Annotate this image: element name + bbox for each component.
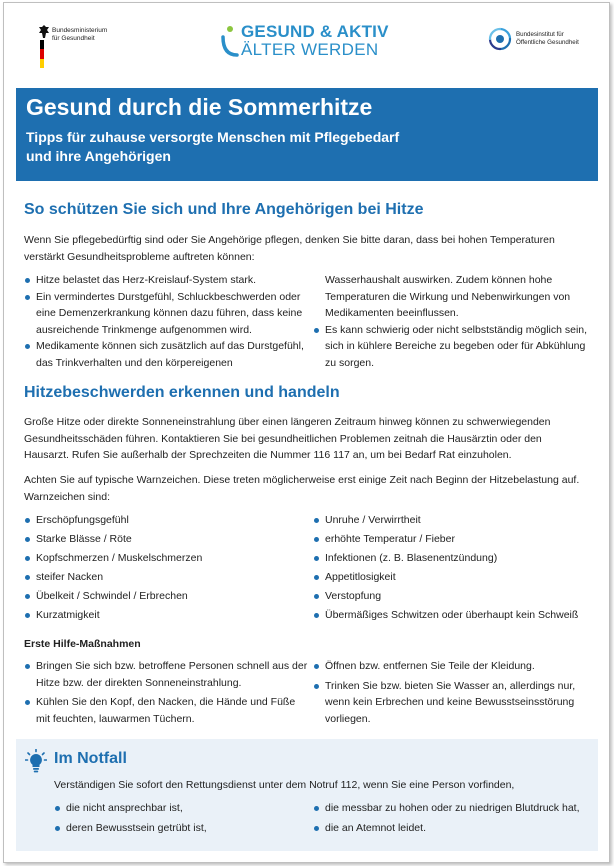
bullet-icon: [25, 295, 30, 300]
list-item: [54, 800, 314, 817]
list-item-text: Medikamente können sich zusätzlich auf das Durstgefühl, das Trinkverhalten und den körpereigenen: [36, 340, 304, 369]
list-item: [24, 272, 309, 289]
list-item-text: steifer Nacken: [36, 571, 104, 583]
list-item: [24, 588, 309, 605]
list-item: [313, 820, 595, 837]
list-item-text: Öffnen bzw. entfernen Sie Teile der Kleidung.: [325, 660, 535, 672]
ministry-line1: Bundesministerium: [52, 27, 108, 34]
symptoms-list-left: [24, 512, 309, 626]
bullet-icon: [314, 826, 319, 831]
bullet-icon: [314, 594, 319, 599]
list-item: [313, 550, 603, 567]
emergency-list-right: [313, 800, 595, 839]
bullet-icon: [25, 575, 30, 580]
protect-list-left: [24, 272, 309, 371]
page-subtitle: [26, 128, 586, 166]
bullet-icon: [314, 664, 319, 669]
bullet-icon: [25, 664, 30, 669]
list-item-text: Unruhe / Verwirrtheit: [325, 514, 421, 526]
list-item-text: Kopfschmerzen / Muskelschmerzen: [36, 552, 203, 564]
bullet-icon: [314, 537, 319, 542]
list-item-text: die an Atemnot leidet.: [325, 821, 426, 834]
list-item-text: Erschöpfungsgefühl: [36, 514, 129, 526]
german-flag-icon: [40, 40, 44, 68]
bullet-icon: [25, 344, 30, 349]
list-item: [313, 569, 603, 586]
emergency-intro: Verständigen Sie sofort den Rettungsdienst unter dem Notruf 112, wenn Sie eine Person vorfinden,: [54, 779, 515, 791]
bullet-icon: [314, 328, 319, 333]
emergency-heading: Im Notfall: [54, 750, 127, 767]
page-title: Gesund durch die Sommerhitze: [26, 94, 373, 120]
list-item: [24, 694, 309, 727]
list-item-text: Kühlen Sie den Kopf, den Nacken, die Hände und Füße mit feuchten, lauwarmen Tüchern.: [36, 696, 296, 725]
emergency-list-left: [54, 800, 314, 839]
list-item-text: Übelkeit / Schwindel / Erbrechen: [36, 590, 188, 602]
list-item-text: Kurzatmigkeit: [36, 609, 100, 621]
list-item-text: Infektionen (z. B. Blasenentzündung): [325, 552, 498, 564]
list-item: [313, 678, 598, 728]
logo-line2: ÄLTER WERDEN: [241, 40, 379, 59]
list-item-text: Es kann schwierig oder nicht selbstständig möglich sein, sich in kühlere Bereiche zu begeben oder für Abkühlung zu sorgen.: [325, 323, 588, 369]
bullet-icon: [55, 826, 60, 831]
institute-logo-icon: [487, 26, 513, 52]
list-item: [24, 569, 309, 586]
subtitle-line2: und ihre Angehörigen: [26, 148, 171, 164]
section-heading-protect: So schützen Sie sich und Ihre Angehörigen bei Hitze: [24, 201, 424, 218]
section-heading-recognize: Hitzebeschwerden erkennen und handeln: [24, 384, 340, 401]
institute-name: [516, 31, 579, 46]
list-item-text: deren Bewusstsein getrübt ist,: [66, 821, 207, 834]
list-item: [24, 338, 309, 371]
list-item: [24, 531, 309, 548]
list-item: [313, 800, 595, 817]
title-banner: [16, 88, 598, 181]
list-item-text: Verstopfung: [325, 590, 382, 602]
list-item-text: Appetitlosigkeit: [325, 571, 396, 583]
list-item-text: die nicht ansprechbar ist,: [66, 802, 183, 814]
bullet-icon: [314, 806, 319, 811]
institute-line1: Bundesinstitut für: [516, 31, 564, 38]
list-item: [24, 289, 309, 339]
subtitle-line1: Tipps für zuhause versorgte Menschen mit Pflegebedarf: [26, 129, 400, 145]
list-item: [313, 322, 598, 372]
list-item-text: Starke Blässe / Röte: [36, 533, 132, 545]
list-item: [24, 550, 309, 567]
list-item: [313, 658, 598, 675]
list-item-text: Ein vermindertes Durstgefühl, Schluckbeschwerden oder eine Demenzerkrankung können dazu führen, dass keine ausreichende Trinkmenge aufgenommen wird.: [36, 290, 303, 336]
list-item: [24, 607, 309, 624]
section-intro-protect: Wenn Sie pflegebedürftig sind oder Sie Angehörige pflegen, denken Sie bitte daran, dass bei hohen Temperaturen verstärkt Gesundheitsprobleme auftreten können:: [24, 234, 555, 263]
bullet-icon: [25, 613, 30, 618]
list-item-text: Hitze belastet das Herz-Kreislauf-System stark.: [36, 274, 256, 286]
bullet-icon: [25, 518, 30, 523]
bullet-icon: [25, 537, 30, 542]
list-item: [24, 658, 309, 691]
first-aid-list-right: [313, 658, 598, 730]
list-item: [313, 531, 603, 548]
bullet-icon: [25, 556, 30, 561]
logo-line1: GESUND & AKTIV: [241, 22, 389, 41]
bullet-icon: [314, 575, 319, 580]
bullet-icon: [25, 278, 30, 283]
list-item-text: erhöhte Temperatur / Fieber: [325, 533, 455, 545]
bullet-icon: [314, 613, 319, 618]
lightbulb-icon: [25, 749, 47, 773]
list-item: [24, 512, 309, 529]
institute-line2: Öffentliche Gesundheit: [516, 38, 579, 46]
first-aid-heading: Erste Hilfe-Maßnahmen: [24, 638, 141, 650]
list-item: [54, 820, 314, 837]
ministry-line2: für Gesundheit: [52, 35, 95, 42]
bullet-icon: [314, 518, 319, 523]
warning-intro: Achten Sie auf typische Warnzeichen. Diese treten möglicherweise erst einige Zeit nach Beginn der Hitzebelastung auf. Warnzeichen sind:: [24, 474, 580, 503]
list-item-text: die messbar zu hohen oder zu niedrigen Blutdruck hat,: [325, 802, 580, 814]
bullet-icon: [25, 700, 30, 705]
emergency-box: [16, 739, 598, 851]
list-item-text: Übermäßiges Schwitzen oder überhaupt kein Schweiß: [325, 609, 579, 621]
list-item-text: Bringen Sie sich bzw. betroffene Personen schnell aus der Hitze bzw. der direkten Sonneneinstrahlung.: [36, 660, 308, 689]
bullet-icon: [25, 594, 30, 599]
protect-list-right: [313, 272, 598, 371]
section-intro-recognize: Große Hitze oder direkte Sonneneinstrahlung über einen längeren Zeitraum hinweg können zu schwerwiegenden Gesundheitsschäden führen. Kontaktieren Sie bei gesundheitlichen Problemen zeitnah die Hausärztin oder den Hausarzt. Rufen Sie außerhalb der Sprechzeiten die Nummer 116 117 an, um bei Bedarf Rat einzuholen.: [24, 416, 551, 461]
list-item-text: Trinken Sie bzw. bieten Sie Wasser an, allerdings nur, wenn kein Erbrechen und keine Bewusstseinsstörung vorliegen.: [325, 679, 576, 725]
list-item: [313, 607, 603, 624]
list-item: [313, 588, 603, 605]
symptoms-list-right: [313, 512, 603, 626]
list-item-continuation: Wasserhaushalt auswirken. Zudem können hohe Temperaturen die Wirkung und Nebenwirkungen von Medikamenten beeinflussen.: [325, 274, 571, 319]
bullet-icon: [314, 684, 319, 689]
campaign-logo-mark-icon: [221, 25, 239, 59]
campaign-logo: [221, 22, 401, 62]
bullet-icon: [314, 556, 319, 561]
first-aid-list-left: [24, 658, 309, 730]
list-item: [313, 512, 603, 529]
bullet-icon: [55, 806, 60, 811]
eagle-icon: [37, 24, 51, 39]
